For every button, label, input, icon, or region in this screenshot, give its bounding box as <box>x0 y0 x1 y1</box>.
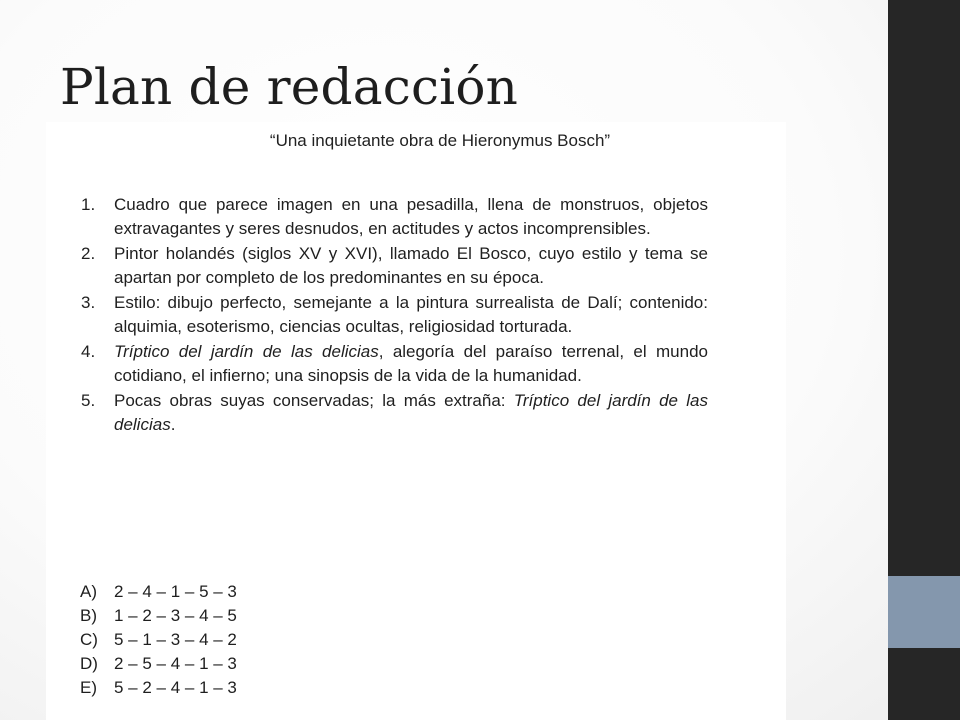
option-d <box>78 652 237 676</box>
item-tail: . <box>170 414 176 434</box>
outline-item-3 <box>78 291 708 338</box>
option-c <box>78 628 237 652</box>
option-value: 5 – 1 – 3 – 4 – 2 <box>114 630 237 649</box>
item-text: Pintor holandés (siglos XV y XVI), llamado El Bosco, cuyo estilo y tema se apartan por completo de los predominantes en su época. <box>114 244 708 287</box>
outline-item-5 <box>78 389 708 436</box>
item-text: Estilo: dibujo perfecto, semejante a la pintura surrealista de Dalí; contenido: alquimia, esoterismo, ciencias ocultas, religiosidad torturada. <box>114 293 708 336</box>
option-letter: B) <box>80 606 97 625</box>
option-a <box>78 580 237 604</box>
option-letter: A) <box>80 582 97 601</box>
item-text: Cuadro que parece imagen en una pesadilla, llena de monstruos, objetos extravagantes y seres desnudos, en actitudes y actos incomprensibles. <box>114 195 708 238</box>
outline-item-4 <box>78 340 708 387</box>
option-e <box>78 676 237 700</box>
item-number: 1. <box>81 195 96 214</box>
item-number: 3. <box>81 293 96 312</box>
option-value: 2 – 4 – 1 – 5 – 3 <box>114 582 237 601</box>
outline-item-1 <box>78 193 708 240</box>
option-letter: E) <box>80 678 97 697</box>
accent-block <box>888 576 960 648</box>
item-number: 4. <box>81 342 96 361</box>
item-text: , alegoría del paraíso terrenal, el mundo cotidiano, el infierno; una sinopsis de la vida de la humanidad. <box>114 342 709 385</box>
item-text: Pocas obras suyas conservadas; la más extraña: <box>114 391 514 410</box>
option-letter: D) <box>80 654 98 673</box>
slide-title: Plan de redacción <box>60 58 519 116</box>
item-italic-text: Tríptico del jardín de las delicias <box>114 391 708 434</box>
outline-list <box>78 193 708 438</box>
option-b <box>78 604 237 628</box>
outline-item-2 <box>78 242 708 289</box>
option-value: 2 – 5 – 4 – 1 – 3 <box>114 654 237 673</box>
option-value: 5 – 2 – 4 – 1 – 3 <box>114 678 237 697</box>
item-italic-text: Tríptico del jardín de las delicias <box>114 342 379 361</box>
answer-options <box>78 580 237 700</box>
item-number: 2. <box>81 244 96 263</box>
option-letter: C) <box>80 630 98 649</box>
item-number: 5. <box>81 391 96 410</box>
option-value: 1 – 2 – 3 – 4 – 5 <box>114 606 237 625</box>
document-title: “Una inquietante obra de Hieronymus Bosch” <box>269 131 611 150</box>
